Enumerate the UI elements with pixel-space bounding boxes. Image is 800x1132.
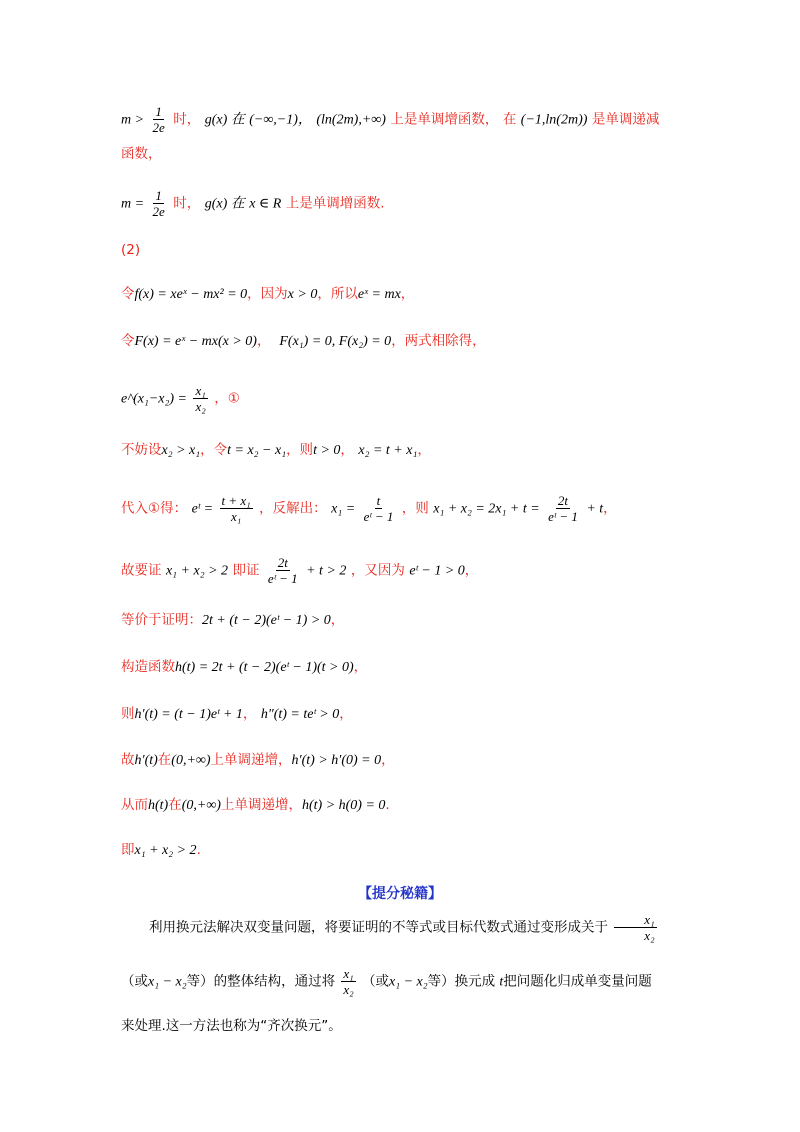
tip-paragraph-1: 利用换元法解决双变量问题，将要证明的不等式或目标代数式通过变形成关于 $\frac{\text{x₁}}{\text{x₂}}$ <box>149 912 655 943</box>
fraction: $\frac{1}{2e}$ <box>152 188 165 219</box>
line-condition-2 <box>121 188 385 219</box>
text: 上是单调增函数， <box>390 111 499 128</box>
line-7: e^(x₁−x₂) = $\frac{\text{x₁}}{\text{x₂}}$ ，① <box>121 383 240 414</box>
line-6: 令F(x) = eˣ − mx(x > 0)， F(x₁) = 0, F(x₂) = 0，两式相除得， <box>121 333 486 349</box>
text: 在 <box>502 111 517 128</box>
line-15: 从而h(t)在(0,+∞)上单调递增，h(t) > h(0) = 0. <box>121 797 390 813</box>
math: m > <box>121 112 145 128</box>
tip-paragraph-2: （或x₁ − x₂等）的整体结构，通过将 $\frac{\text{x₁}}{\text{x₂}}$ （或x₁ − x₂等）换元成 t把问题化归成单变量问题 <box>121 966 652 997</box>
tip-paragraph-3: 来处理.这一方法也称为“齐次换元”。 <box>121 1018 342 1034</box>
text: 上是单调增函数. <box>285 195 385 212</box>
tip-title: 【提分秘籍】 <box>358 886 442 902</box>
math: (−∞,−1)， <box>249 112 312 128</box>
line-16: 即x₁ + x₂ > 2. <box>121 842 201 858</box>
math: (ln(2m),+∞) <box>316 112 386 128</box>
part-label: (2) <box>121 242 141 258</box>
text: 是单调递减 <box>591 111 660 128</box>
math: (−1,ln(2m)) <box>520 112 588 128</box>
line-continuation: 函数， <box>121 146 162 162</box>
line-10: 故要证 x₁ + x₂ > 2 即证 $\frac{2t}{\text{eᵗ − 1}}$ + t > 2 ，又因为 eᵗ − 1 > 0， <box>121 555 479 586</box>
line-12: 构造函数h(t) = 2t + (t − 2)(eᵗ − 1)(t > 0)， <box>121 659 368 675</box>
line-8: 不妨设x₂ > x₁，令t = x₂ − x₁，则t > 0， x₂ = t + x₁， <box>121 442 431 458</box>
math: g(x) 在 <box>204 196 245 212</box>
fraction: $\frac{1}{2e}$ <box>152 104 165 135</box>
fraction: $\frac{\text{x₁}}{\text{x₂}}$ <box>195 383 206 414</box>
math: m = <box>121 196 145 212</box>
line-13: 则h′(t) = (t − 1)eᵗ + 1， h″(t) = teᵗ > 0， <box>121 706 353 722</box>
line-9: 代入①得： eᵗ = $\frac{\text{t + x₁}}{\text{x₁}}$ ，反解出： x₁ = $\frac{t}{\text{eᵗ − 1}}$ ，则 x₁ + x₂ = 2x₁ + t = $\frac{2t}{\text{eᵗ − 1}}$ + t， <box>121 493 617 524</box>
math: x ∈ R <box>249 196 282 212</box>
text: 时， <box>173 195 201 212</box>
line-5: 令f(x) = xeˣ − mx² = 0，因为x > 0，所以eˣ = mx， <box>121 286 415 302</box>
math: g(x) 在 <box>204 112 245 128</box>
text: 时， <box>173 111 201 128</box>
line-condition-1 <box>121 104 659 135</box>
line-14: 故h′(t)在(0,+∞)上单调递增，h′(t) > h′(0) = 0， <box>121 752 395 768</box>
line-11: 等价于证明：2t + (t − 2)(eᵗ − 1) > 0， <box>121 612 345 628</box>
